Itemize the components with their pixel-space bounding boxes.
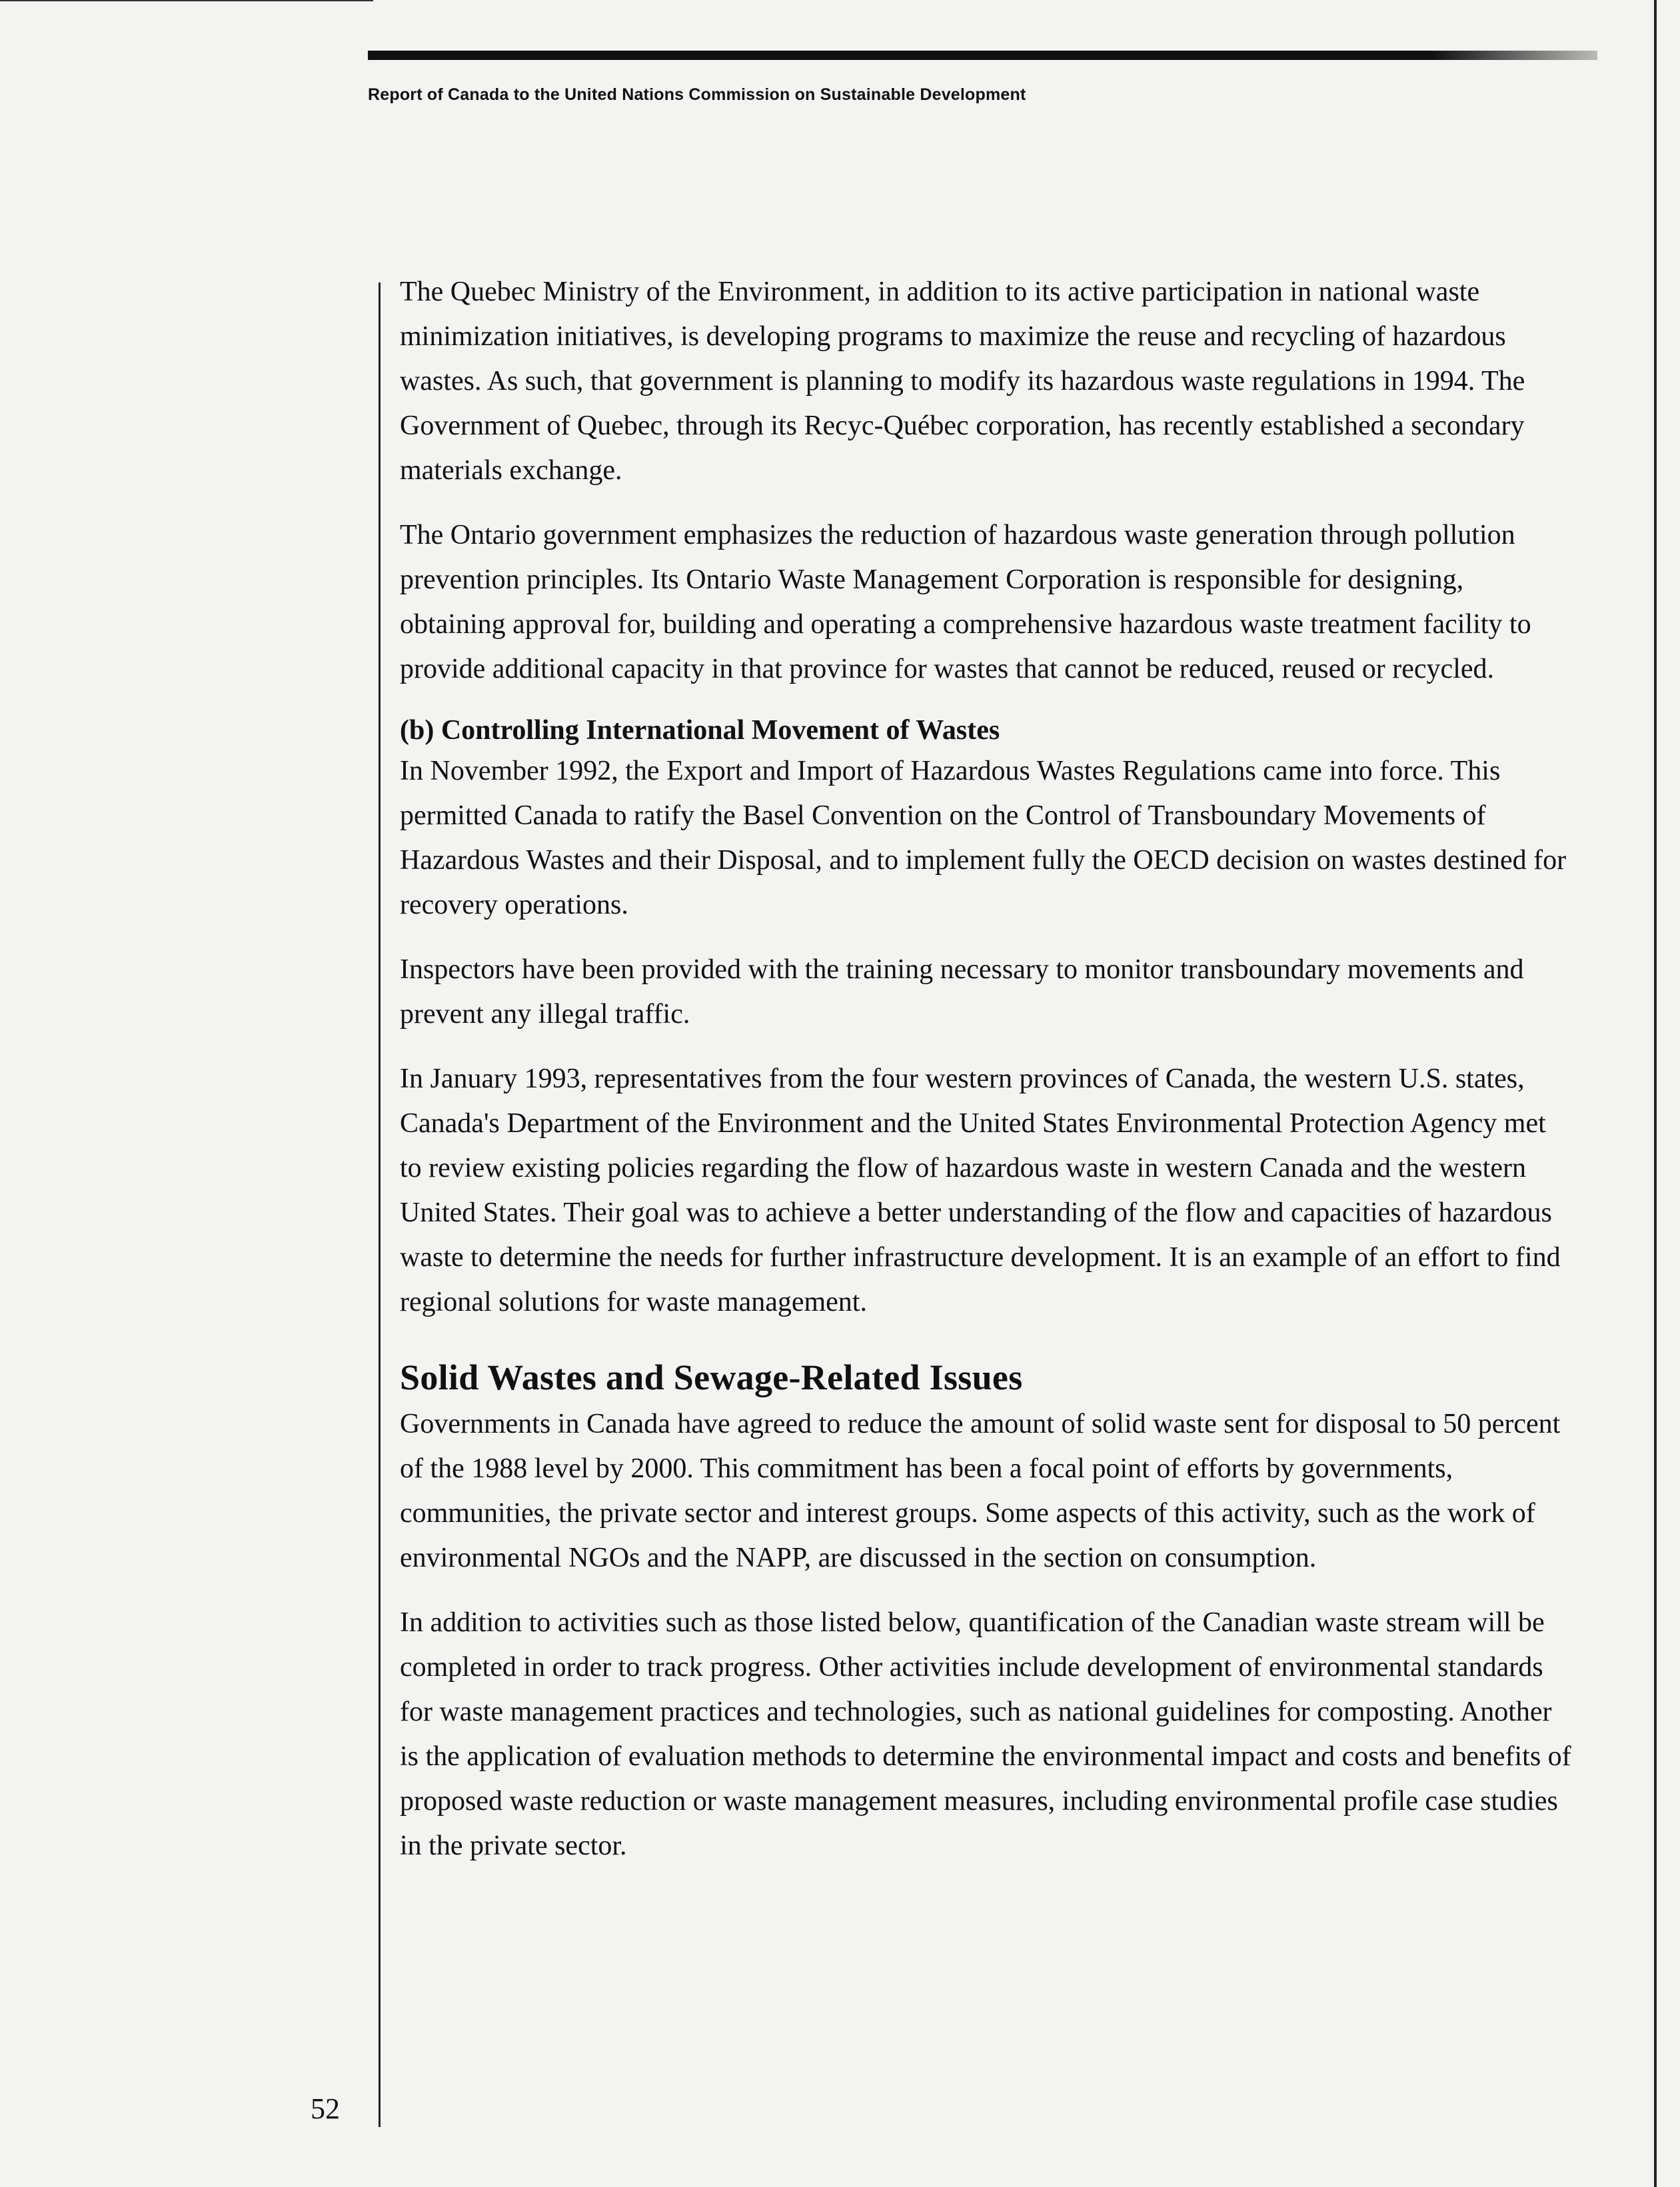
paragraph-inspectors: Inspectors have been provided with the training necessary to monitor transboundary movements and prevent any illegal traffic. bbox=[400, 954, 1524, 1030]
scan-right-edge bbox=[1654, 0, 1657, 2187]
paragraph-additional-activities: In addition to activities such as those listed below, quantification of the Canadian waste stream will be completed in order to track progress. Other activities include development of environmental standards for waste management practices and technologies, such as national guidelines for composting. Another is the application of evaluation methods to determine the environmental impact and costs and benefits of proposed waste reduction or waste management measures, including environmental profile case studies in the private sector. bbox=[400, 1607, 1571, 1861]
scan-top-edge bbox=[0, 0, 373, 1]
subheading-international-movement: (b) Controlling International Movement of Wastes bbox=[400, 715, 1000, 746]
paragraph-ontario: The Ontario government emphasizes the reduction of hazardous waste generation through pollution prevention principles. Its Ontario Waste Management Corporation is responsible for designing, obtaining approval for, building and operating a comprehensive hazardous waste treatment facility to provide additional capacity in that province for wastes that cannot be reduced, reused or recycled. bbox=[400, 520, 1531, 684]
paragraph-quebec: The Quebec Ministry of the Environment, in addition to its active participation in national waste minimization initiatives, is developing programs to maximize the reuse and recycling of hazardous wastes. As such, that government is planning to modify its hazardous waste regulations in 1994. The Government of Quebec, through its Recyc-Québec corporation, has recently established a secondary materials exchange. bbox=[400, 277, 1525, 486]
section-title-solid-wastes: Solid Wastes and Sewage-Related Issues bbox=[400, 1357, 1023, 1397]
paragraph-governments: Governments in Canada have agreed to reduce the amount of solid waste sent for disposal to 50 percent of the 1988 level by 2000. This commitment has been a focal point of efforts by governments, communities, the private sector and interest groups. Some aspects of this activity, such as the work of environmental NGOs and the NAPP, are discussed in the section on consumption. bbox=[400, 1409, 1561, 1573]
page-number: 52 bbox=[311, 2092, 340, 2125]
page-body bbox=[400, 270, 1573, 1888]
header-rule bbox=[368, 51, 1597, 60]
paragraph-regulations: In November 1992, the Export and Import of Hazardous Wastes Regulations came into force. This permitted Canada to ratify the Basel Convention on the Control of Transboundary Movements of Hazardous Wastes and their Disposal, and to implement fully the OECD decision on wastes destined for recovery operations. bbox=[400, 756, 1567, 920]
margin-rule bbox=[379, 283, 381, 2127]
header-rule-fade bbox=[1433, 51, 1597, 60]
paragraph-january-1993: In January 1993, representatives from the four western provinces of Canada, the western U.S. states, Canada's Department of the Environment and the United States Environmental Protection Agency met to review existing policies regarding the flow of hazardous waste in western Canada and the western United States. Their goal was to achieve a better understanding of the flow and capacities of hazardous waste to determine the needs for further infrastructure development. It is an example of an effort to find regional solutions for waste management. bbox=[400, 1064, 1561, 1317]
running-header: Report of Canada to the United Nations Commission on Sustainable Development bbox=[368, 85, 1026, 104]
